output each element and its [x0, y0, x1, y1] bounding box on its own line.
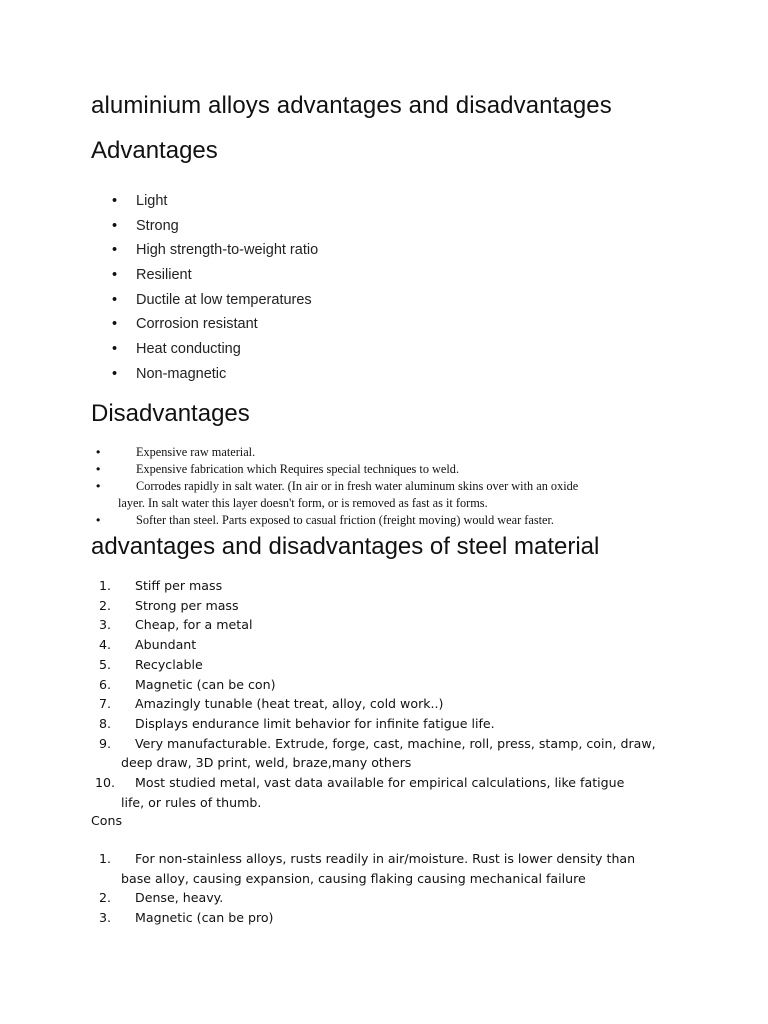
list-number: 4. [99, 637, 112, 653]
list-number: 9. [99, 735, 112, 751]
steel-pro-item [96, 773, 666, 812]
steel-pro-item [96, 655, 666, 675]
steel-pro-item [96, 734, 666, 773]
advantage-item: • Ductile at low temperatures [112, 290, 672, 315]
advantage-item: • Resilient [112, 265, 672, 290]
list-number: 3. [99, 617, 112, 633]
list-number: 7. [99, 696, 112, 712]
disadvantage-item [96, 461, 686, 478]
list-number: 2. [99, 890, 112, 906]
list-number: 1. [99, 578, 112, 593]
steel-pro-text-continued: life, or rules of thumb. [121, 794, 262, 810]
advantage-item: • Light [112, 191, 672, 216]
steel-pro-text: Very manufacturable. Extrude, forge, cast, machine, roll, press, stamp, coin, draw, [135, 735, 656, 751]
disadvantage-text: Corrodes rapidly in salt water. (In air or in fresh water aluminum skins over with an oxide [136, 479, 579, 493]
advantage-item: • Non-magnetic [112, 364, 672, 389]
steel-con-item [96, 849, 666, 888]
list-number: 2. [99, 597, 112, 613]
steel-cons-list [96, 849, 666, 928]
steel-pro-text: Most studied metal, vast data available for empirical calculations, like fatigue [135, 775, 625, 791]
disadvantage-text: Softer than steel. Parts exposed to casual friction (freight moving) would wear faster. [136, 513, 554, 527]
steel-pro-text: Amazingly tunable (heat treat, alloy, cold work..) [135, 696, 444, 712]
advantage-item: • Strong [112, 216, 672, 241]
disadvantage-item [96, 512, 686, 529]
list-number: 6. [99, 676, 112, 692]
steel-pro-text-continued: deep draw, 3D print, weld, braze,many others [121, 755, 412, 771]
steel-con-text-continued: base alloy, causing expansion, causing flaking causing mechanical failure [121, 870, 586, 886]
disadvantage-text: Expensive raw material. [136, 445, 256, 459]
steel-pro-item [96, 576, 666, 596]
steel-pro-item [96, 694, 666, 714]
disadvantage-item [96, 478, 686, 512]
advantage-item: • High strength-to-weight ratio [112, 240, 672, 265]
steel-pro-text: Strong per mass [135, 597, 239, 613]
list-number: 3. [99, 910, 112, 926]
disadvantage-text-continued: layer. In salt water this layer doesn't form, or is removed as fast as it forms. [118, 496, 488, 510]
steel-pro-item [96, 596, 666, 616]
steel-pro-text: Cheap, for a metal [135, 617, 253, 633]
advantages-list [112, 191, 672, 389]
steel-pro-text: Displays endurance limit behavior for infinite fatigue life. [135, 715, 495, 731]
steel-con-item [96, 888, 666, 908]
advantage-item: • Corrosion resistant [112, 314, 672, 339]
steel-pro-item [96, 635, 666, 655]
list-number: 1. [99, 851, 112, 866]
steel-pro-text: Abundant [135, 637, 197, 653]
steel-pro-text: Magnetic (can be con) [135, 676, 276, 692]
disadvantage-text: Expensive fabrication which Requires special techniques to weld. [136, 462, 460, 476]
steel-pros-list [96, 576, 666, 812]
steel-heading: advantages and disadvantages of steel material [91, 533, 600, 560]
steel-pro-item [96, 714, 666, 734]
list-number: 5. [99, 656, 112, 672]
list-number: 8. [99, 715, 112, 731]
advantage-item: • Heat conducting [112, 339, 672, 364]
page-title: aluminium alloys advantages and disadvantages [91, 92, 612, 119]
steel-pro-text: Recyclable [135, 656, 203, 672]
steel-pro-text: Stiff per mass [135, 578, 223, 593]
advantages-heading: Advantages [91, 137, 218, 164]
disadvantage-item [96, 444, 686, 461]
cons-label: Cons [91, 813, 123, 828]
steel-pro-item [96, 615, 666, 635]
disadvantages-list [96, 444, 686, 529]
steel-con-text: Dense, heavy. [135, 890, 224, 906]
steel-pro-item [96, 675, 666, 695]
steel-con-item [96, 908, 666, 928]
disadvantages-heading: Disadvantages [91, 400, 250, 427]
steel-con-text: For non-stainless alloys, rusts readily in air/moisture. Rust is lower density than [135, 851, 636, 866]
steel-con-text: Magnetic (can be pro) [135, 910, 274, 926]
list-number: 10. [95, 775, 116, 791]
